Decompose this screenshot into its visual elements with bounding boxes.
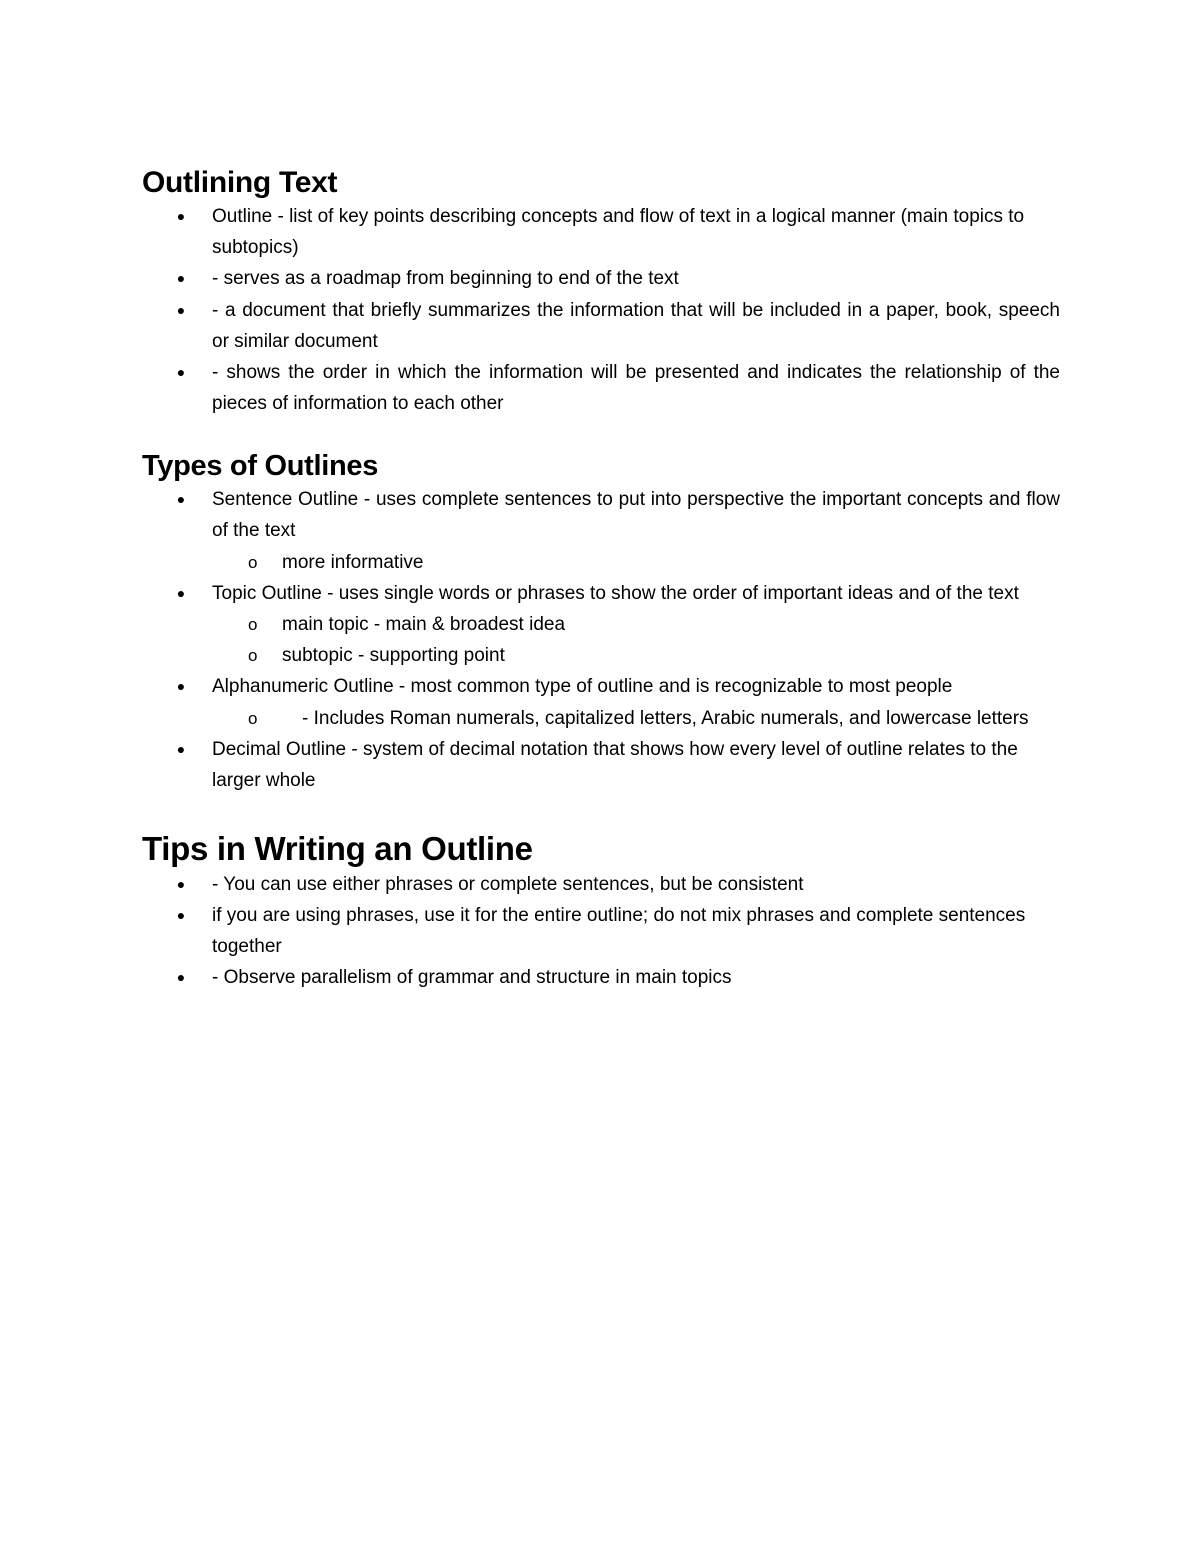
bullet-icon: ●: [176, 208, 186, 224]
list-item-text: Outline - list of key points describing concepts and flow of text in a logical manner (main topics to subtopics): [212, 206, 1025, 259]
list-item-text: - a document that briefly summarizes the information that will be included in a paper, book, speech or similar document: [212, 299, 1060, 352]
bullet-icon: ●: [176, 364, 186, 381]
bullet-icon: ●: [176, 907, 186, 924]
bullet-icon: ●: [176, 740, 186, 757]
list-item-text: - Observe parallelism of grammar and structure in main topics: [212, 967, 732, 989]
list-item: [142, 734, 1060, 796]
list-item-text: - You can use either phrases or complete sentences, but be consistent: [212, 873, 804, 895]
sub-list: [212, 547, 1060, 578]
sub-list-item-text: - Includes Roman numerals, capitalized letters, Arabic numerals, and lowercase letters: [302, 707, 1029, 729]
circle-bullet-icon: o: [248, 615, 258, 635]
document-page: [142, 165, 1060, 994]
outlining-text-list: [142, 201, 1060, 419]
sub-list-item-text: main topic - main & broadest idea: [282, 614, 566, 636]
list-item-text: if you are using phrases, use it for the entire outline; do not mix phrases and complete sentences together: [212, 905, 1026, 958]
sub-list-item: [212, 640, 1060, 671]
list-item-text: Topic Outline - uses single words or phrases to show the order of important ideas and of the text: [212, 582, 1019, 604]
heading-types-of-outlines: Types of Outlines: [142, 450, 379, 483]
list-item-text: - shows the order in which the information will be presented and indicates the relationship of the pieces of information to each other: [212, 362, 1060, 415]
sub-list: [212, 703, 1060, 734]
heading-tips-writing-outline: Tips in Writing an Outline: [142, 830, 533, 868]
bullet-icon: ●: [176, 270, 186, 287]
list-item: [142, 201, 1060, 263]
list-item-text: - serves as a roadmap from beginning to end of the text: [212, 268, 679, 290]
list-item: [142, 900, 1060, 962]
bullet-icon: ●: [176, 491, 186, 508]
list-item: [142, 578, 1060, 672]
list-item: [142, 962, 1060, 993]
sub-list-item-text: more informative: [282, 551, 424, 573]
bullet-icon: ●: [176, 678, 186, 695]
bullet-icon: ●: [176, 875, 186, 892]
types-of-outlines-list: [142, 484, 1060, 796]
sub-list: [212, 609, 1060, 671]
sub-list-item-text: subtopic - supporting point: [282, 645, 505, 667]
list-item: [142, 671, 1060, 733]
list-item: [142, 263, 1060, 294]
heading-outlining-text: Outlining Text: [142, 166, 338, 199]
circle-bullet-icon: o: [248, 552, 258, 572]
list-item-text: Decimal Outline - system of decimal notation that shows how every level of outline relates to the larger whole: [212, 738, 1018, 792]
circle-bullet-icon: o: [248, 708, 258, 728]
list-item: [142, 869, 1060, 900]
bullet-icon: ●: [176, 969, 186, 986]
list-item: [142, 357, 1060, 419]
circle-bullet-icon: o: [248, 646, 258, 666]
list-item-text: Alphanumeric Outline - most common type of outline and is recognizable to most people: [212, 676, 953, 698]
list-item: [142, 295, 1060, 357]
list-item: [142, 484, 1060, 578]
bullet-icon: ●: [176, 301, 186, 318]
sub-list-item: [212, 703, 1060, 734]
bullet-icon: ●: [176, 584, 186, 601]
tips-list: [142, 869, 1060, 994]
list-item-text: Sentence Outline - uses complete sentences to put into perspective the important concepts and flow of the text: [212, 489, 1060, 542]
sub-list-item: [212, 609, 1060, 640]
sub-list-item: [212, 547, 1060, 578]
